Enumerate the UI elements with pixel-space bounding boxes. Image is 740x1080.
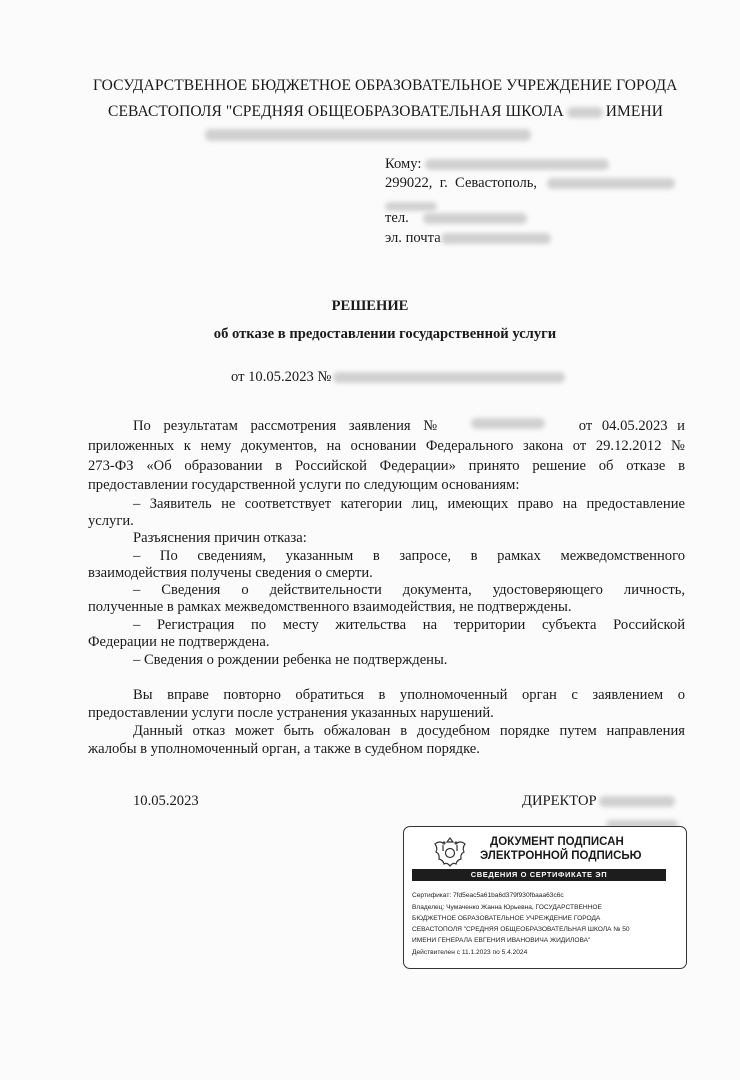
body-p6-l2: Федерации не подтверждена. bbox=[88, 634, 270, 650]
body-p3: Разъяснения причин отказа: bbox=[133, 530, 307, 546]
coat-of-arms-icon bbox=[430, 832, 470, 872]
stamp-title-line1: ДОКУМЕНТ ПОДПИСАН bbox=[490, 836, 624, 848]
org-header-line2-b: ИМЕНИ bbox=[605, 103, 664, 120]
decision-date-number bbox=[231, 369, 565, 386]
recipient-to bbox=[385, 156, 609, 173]
email-label: эл. почта bbox=[385, 230, 441, 246]
recipient-to-label: Кому: bbox=[385, 156, 422, 172]
body-p1-l3: 273-ФЗ «Об образовании в Российской Федерации» принято решение об отказе в bbox=[88, 458, 685, 474]
stamp-validity: Действителен с 11.1.2023 по 5.4.2024 bbox=[412, 949, 528, 956]
body-p8-l2: предоставлении услуги после устранения указанных нарушений. bbox=[88, 705, 494, 721]
address-city: Севастополь, bbox=[455, 175, 538, 191]
body-p5-l2: полученные в рамках межведомственного взаимодействия, не подтверждены. bbox=[88, 599, 572, 615]
recipient-email bbox=[385, 230, 551, 247]
stamp-title bbox=[480, 835, 642, 863]
stamp-owner-line2: БЮДЖЕТНОЕ ОБРАЗОВАТЕЛЬНОЕ УЧРЕЖДЕНИЕ ГОРОДА bbox=[412, 915, 601, 922]
body-p1-l4: предоставлении государственной услуги по следующим основаниям: bbox=[88, 477, 520, 493]
org-header-line2-a: СЕВАСТОПОЛЯ "СРЕДНЯЯ ОБЩЕОБРАЗОВАТЕЛЬНАЯ ШКОЛА bbox=[108, 103, 564, 120]
redacted-phone bbox=[423, 213, 527, 224]
body-p5-l1: – Сведения о действительности документа, удостоверяющего личность, bbox=[133, 582, 685, 598]
stamp-owner-line4: ИМЕНИ ГЕНЕРАЛА ЕВГЕНИЯ ИВАНОВИЧА ЖИДИЛОВА" bbox=[412, 937, 591, 944]
decision-subtitle: об отказе в предоставлении государственной услуги bbox=[213, 326, 557, 342]
address-city-prefix: г. bbox=[439, 175, 448, 191]
signature-date: 10.05.2023 bbox=[133, 793, 199, 809]
decision-title: РЕШЕНИЕ bbox=[331, 298, 409, 314]
e-signature-stamp bbox=[403, 826, 687, 969]
body-p9-l2: жалобы в уполномоченный орган, а также в судебном порядке. bbox=[88, 741, 480, 757]
body-p6-l1: – Регистрация по месту жительства на территории субъекта Российской bbox=[133, 617, 685, 633]
stamp-owner-line1: Владелец: Чумаченко Жанна Юрьевна, ГОСУДАРСТВЕННОЕ bbox=[412, 904, 602, 911]
redacted-email bbox=[441, 233, 551, 244]
phone-label: тел. bbox=[385, 210, 409, 226]
stamp-certificate: Сертификат: 7fd5eac5a61ba6d379f930fbaaa63c6c bbox=[412, 892, 564, 899]
stamp-owner-line3: СЕВАСТОПОЛЯ "СРЕДНЯЯ ОБЩЕОБРАЗОВАТЕЛЬНАЯ ШКОЛА № 50 bbox=[412, 926, 630, 933]
body-p7: – Сведения о рождении ребенка не подтверждены. bbox=[133, 652, 448, 668]
body-p4-l2: взаимодействия получены сведения о смерти. bbox=[88, 565, 373, 581]
body-p1-l1 bbox=[133, 418, 685, 435]
decision-date: от 10.05.2023 № bbox=[231, 369, 332, 385]
redacted-org-name bbox=[205, 126, 531, 144]
org-header-line2 bbox=[108, 103, 663, 121]
org-header-line1: ГОСУДАРСТВЕННОЕ БЮДЖЕТНОЕ ОБРАЗОВАТЕЛЬНОЕ УЧРЕЖДЕНИЕ ГОРОДА bbox=[93, 77, 678, 94]
body-p4-l1: – По сведениям, указанным в запросе, в рамках межведомственного bbox=[133, 548, 685, 564]
body-p1-l2: приложенных к нему документов, на основании Федерального закона от 29.12.2012 № bbox=[88, 438, 685, 454]
stamp-title-line2: ЭЛЕКТРОННОЙ ПОДПИСЬЮ bbox=[480, 850, 642, 862]
director-line bbox=[522, 793, 675, 810]
director-label: ДИРЕКТОР bbox=[522, 793, 597, 809]
redacted-street bbox=[547, 178, 675, 189]
stamp-cert-bar: СВЕДЕНИЯ О СЕРТИФИКАТЕ ЭП bbox=[412, 869, 666, 881]
redacted-application-number bbox=[471, 418, 545, 429]
body-p2-l1: – Заявитель не соответствует категории лиц, имеющих право на предоставление bbox=[133, 496, 685, 512]
recipient-phone bbox=[385, 210, 527, 227]
redacted-recipient-name bbox=[425, 159, 609, 170]
redacted-director-name bbox=[599, 796, 675, 807]
redacted-school-number bbox=[567, 107, 603, 118]
body-p9-l1: Данный отказ может быть обжалован в досудебном порядке путем направления bbox=[133, 723, 685, 739]
body-p8-l1: Вы вправе повторно обратиться в уполномоченный орган с заявлением о bbox=[133, 687, 685, 703]
p1-text-a: По результатам рассмотрения заявления № bbox=[133, 418, 438, 434]
address-postcode: 299022, bbox=[385, 175, 433, 191]
redacted-decision-number bbox=[333, 372, 565, 383]
body-p2-l2: услуги. bbox=[88, 513, 134, 529]
p1-text-b: от 04.05.2023 и bbox=[578, 418, 685, 434]
recipient-address bbox=[385, 175, 675, 192]
